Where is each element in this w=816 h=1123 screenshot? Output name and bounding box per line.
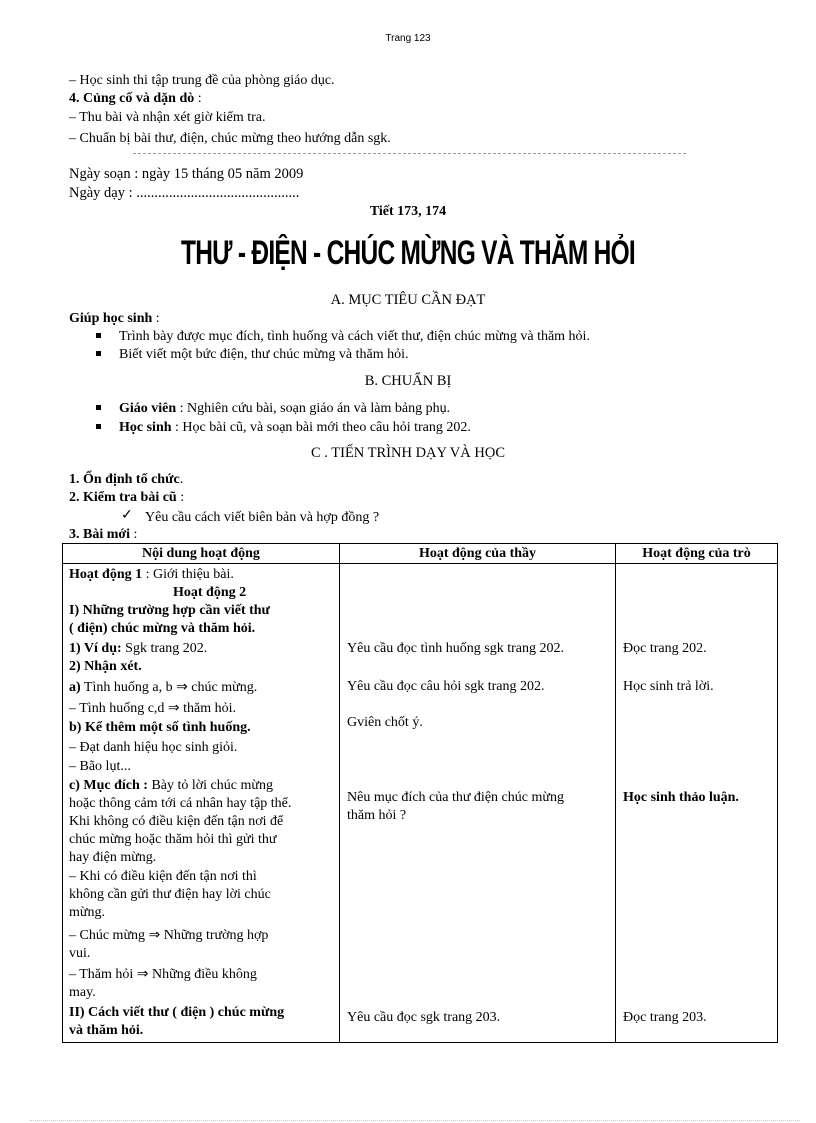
giup-hoc-sinh bbox=[69, 310, 160, 327]
muc-dich bbox=[69, 777, 273, 794]
section-heading: và thăm hỏi. bbox=[69, 1023, 144, 1038]
tinh-huong-a bbox=[69, 679, 257, 696]
giao-vien-line bbox=[119, 400, 450, 417]
divider bbox=[133, 153, 686, 154]
heading-suffix: : bbox=[194, 91, 202, 106]
step-2-suffix: : bbox=[176, 490, 185, 505]
list-item: Trình bày được mục đích, tình huống và cách viết thư, điện chúc mừng và thăm hỏi. bbox=[119, 329, 590, 344]
section-heading: b) Kể thêm một số tình huống. bbox=[69, 720, 251, 735]
text-line: – Bão lụt... bbox=[69, 759, 131, 774]
section-c-heading: C . TIẾN TRÌNH DẠY VÀ HỌC bbox=[310, 445, 505, 461]
text-line: – Thu bài và nhận xét giờ kiểm tra. bbox=[69, 110, 266, 125]
step-1-suffix: . bbox=[179, 472, 184, 487]
gv-label: Giáo viên bbox=[119, 401, 177, 416]
section-b-heading: B. CHUẨN BỊ bbox=[364, 373, 452, 389]
column-header: Hoạt động của thầy bbox=[340, 544, 616, 564]
vi-du bbox=[69, 640, 207, 657]
hs-label: Học sinh bbox=[119, 420, 172, 435]
column-header: Nội dung hoạt động bbox=[63, 544, 340, 564]
bullet-icon bbox=[96, 333, 101, 338]
vi-du-label: 1) Ví dụ: bbox=[69, 641, 122, 656]
step-2-label: 2. Kiểm tra bài cũ bbox=[69, 490, 177, 505]
section-heading: II) Cách viết thư ( điện ) chúc mừng bbox=[69, 1005, 285, 1020]
table-row bbox=[63, 564, 778, 1043]
intro-bold: Giúp học sinh bbox=[69, 311, 153, 326]
section-heading: I) Những trường hợp cần viết thư bbox=[69, 603, 270, 618]
hoat-dong-1 bbox=[69, 566, 234, 583]
section-a-heading: A. MỤC TIÊU CẦN ĐẠT bbox=[330, 292, 486, 308]
ngay-day: Ngày dạy : ............................................. bbox=[69, 185, 300, 201]
step-2-item: Yêu cầu cách viết biên bản và hợp đồng ? bbox=[145, 510, 380, 525]
bullet-icon bbox=[96, 405, 101, 410]
student-cell bbox=[616, 564, 778, 1043]
text-line: chúc mừng hoặc thăm hỏi thì gửi thư bbox=[69, 832, 277, 847]
student-activity: Đọc trang 203. bbox=[623, 1010, 707, 1025]
page-bottom-border bbox=[30, 1120, 800, 1121]
activity-table bbox=[62, 543, 778, 1043]
teacher-activity: Nêu mục đích của thư điện chúc mừng bbox=[347, 790, 564, 805]
tiet-label: Tiết 173, 174 bbox=[369, 204, 447, 219]
teacher-cell bbox=[340, 564, 616, 1043]
text-line: may. bbox=[69, 985, 96, 1000]
step-2 bbox=[69, 489, 184, 506]
bullet-icon bbox=[96, 351, 101, 356]
table-header-row bbox=[63, 544, 778, 564]
list-item: Biết viết một bức điện, thư chúc mừng và thăm hỏi. bbox=[119, 347, 409, 362]
muc-dich-label: c) Mục đích : bbox=[69, 778, 148, 793]
hs-text: : Học bài cũ, và soạn bài mới theo câu hỏi trang 202. bbox=[171, 420, 471, 435]
step-1 bbox=[69, 471, 183, 488]
muc-dich-text: Bày tỏ lời chúc mừng bbox=[147, 778, 273, 793]
teacher-activity: Yêu cầu đọc sgk trang 203. bbox=[347, 1010, 501, 1025]
heading-bold: 4. Củng cố và dặn dò bbox=[69, 91, 195, 106]
text-line: – Thăm hỏi ⇒ Những điều không bbox=[69, 967, 257, 982]
step-3-label: 3. Bài mới bbox=[69, 527, 131, 542]
teacher-activity: Gviên chốt ý. bbox=[347, 715, 423, 730]
text-line: – Chúc mừng ⇒ Những trường hợp bbox=[69, 928, 269, 943]
step-3-suffix: : bbox=[130, 527, 138, 542]
content-cell bbox=[63, 564, 340, 1043]
page-number: Trang 123 bbox=[385, 33, 431, 44]
text-line: – Học sinh thi tập trung đề của phòng giáo dục. bbox=[69, 73, 335, 88]
section-heading: ( điện) chúc mừng và thăm hỏi. bbox=[69, 621, 256, 636]
column-header: Hoạt động của trò bbox=[616, 544, 778, 564]
vi-du-text: Sgk trang 202. bbox=[121, 641, 208, 656]
text-line: không cần gửi thư điện hay lời chúc bbox=[69, 887, 271, 902]
teacher-activity: thăm hỏi ? bbox=[347, 808, 407, 823]
bullet-icon bbox=[96, 424, 101, 429]
checkmark-icon: ✓ bbox=[121, 508, 133, 523]
student-activity: Học sinh thảo luận. bbox=[623, 790, 739, 805]
text-line: hoặc thông cảm tới cá nhân hay tập thể. bbox=[69, 796, 292, 811]
page-title: THƯ - ĐIỆN - CHÚC MỪNG VÀ THĂM HỎI bbox=[180, 234, 636, 272]
text-line: – Đạt danh hiệu học sinh giỏi. bbox=[69, 740, 238, 755]
teacher-activity: Yêu cầu đọc câu hỏi sgk trang 202. bbox=[347, 679, 545, 694]
text-line: hay điện mừng. bbox=[69, 850, 157, 865]
heading-cung-co bbox=[69, 90, 202, 107]
a-text: Tình huống a, b ⇒ chúc mừng. bbox=[80, 680, 258, 695]
teacher-activity: Yêu cầu đọc tình huống sgk trang 202. bbox=[347, 641, 564, 656]
a-label: a) bbox=[69, 680, 81, 695]
step-1-label: 1. Ổn định tổ chức bbox=[69, 472, 180, 487]
text-line: Khi không có điều kiện đến tận nơi để bbox=[69, 814, 284, 829]
text-line: – Khi có điều kiện đến tận nơi thì bbox=[69, 869, 257, 884]
text-line: mừng. bbox=[69, 905, 105, 920]
step-3 bbox=[69, 526, 137, 543]
text-line: – Tình huống c,d ⇒ thăm hỏi. bbox=[69, 701, 237, 716]
hd1-label: Hoạt động 1 bbox=[69, 567, 143, 582]
student-activity: Đọc trang 202. bbox=[623, 641, 707, 656]
hoat-dong-2: Hoạt động 2 bbox=[173, 585, 247, 600]
ngay-soan: Ngày soạn : ngày 15 tháng 05 năm 2009 bbox=[69, 166, 304, 182]
section-heading: 2) Nhận xét. bbox=[69, 659, 142, 674]
gv-text: : Nghiên cứu bài, soạn giáo án và làm bảng phụ. bbox=[176, 401, 451, 416]
hoc-sinh-line bbox=[119, 419, 471, 436]
text-line: – Chuẩn bị bài thư, điện, chúc mừng theo hướng dẫn sgk. bbox=[69, 131, 391, 146]
intro-rest: : bbox=[152, 311, 160, 326]
student-activity: Học sinh trả lời. bbox=[623, 679, 714, 694]
hd1-text: : Giới thiệu bài. bbox=[142, 567, 234, 582]
text-line: vui. bbox=[69, 946, 91, 961]
